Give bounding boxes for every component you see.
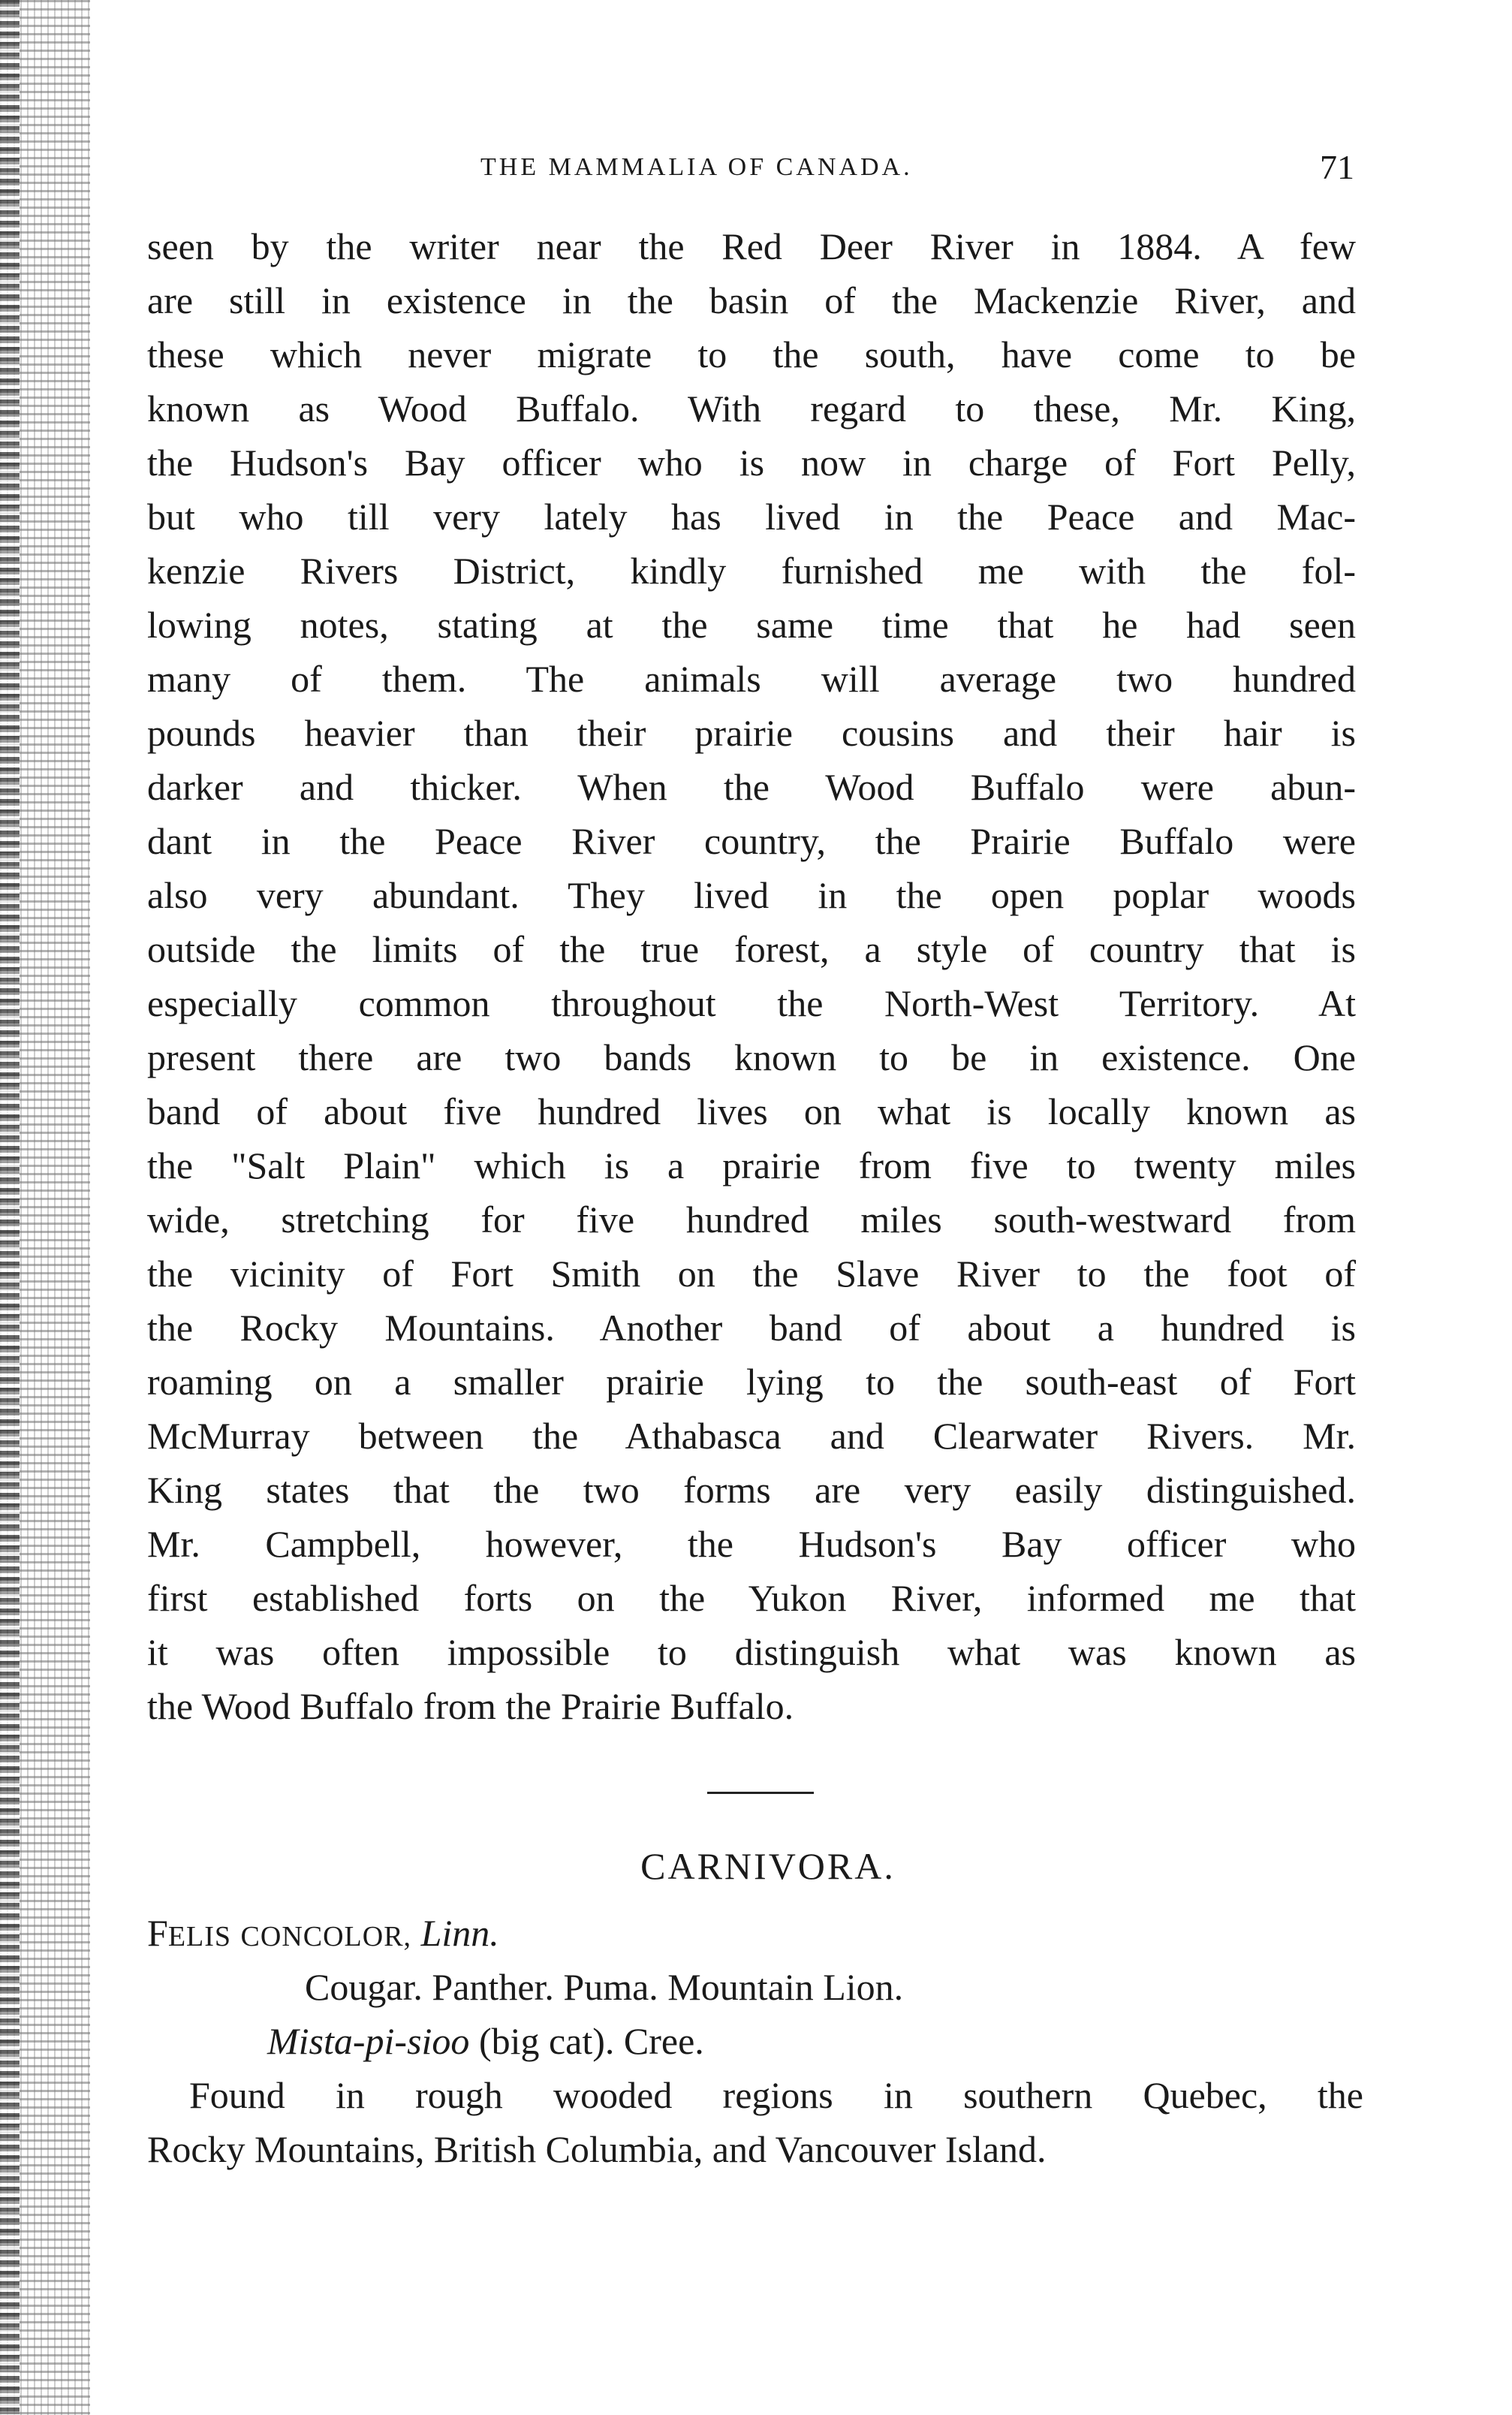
body-line: also very abundant. They lived in the open poplar woods <box>147 874 1356 916</box>
body-line: first established forts on the Yukon River, informed me that <box>147 1577 1356 1619</box>
body-text <box>147 219 1356 1733</box>
body-line: are still in existence in the basin of the Mackenzie River, and <box>147 279 1356 321</box>
page-number: 71 <box>1320 148 1354 186</box>
running-head <box>150 147 1354 192</box>
species-native-gloss: (big cat). Cree. <box>478 2020 704 2062</box>
body-line: McMurray between the Athabasca and Clearwater Rivers. Mr. <box>147 1415 1356 1457</box>
body-line: the Hudson's Bay officer who is now in charge of Fort Pelly, <box>147 442 1356 484</box>
page-binding-edge <box>0 0 20 2415</box>
species-native-name: Mista-pi-sioo <box>267 2020 470 2062</box>
body-line: seen by the writer near the Red Deer River in 1884. A few <box>147 225 1356 267</box>
body-line: wide, stretching for five hundred miles south-westward from <box>147 1198 1356 1241</box>
body-line: Mr. Campbell, however, the Hudson's Bay officer who <box>147 1523 1356 1565</box>
body-line: roaming on a smaller prairie lying to the south-east of Fort <box>147 1361 1356 1403</box>
species-genus-rest: ELIS <box>167 1921 232 1952</box>
body-line: pounds heavier than their prairie cousins and their hair is <box>147 712 1356 754</box>
body-line: the vicinity of Fort Smith on the Slave River to the foot of <box>147 1253 1356 1295</box>
body-line: band of about five hundred lives on what is locally known as <box>147 1090 1356 1132</box>
body-line: many of them. The animals will average two hundred <box>147 658 1356 700</box>
running-title: THE MAMMALIA OF CANADA. <box>480 153 913 181</box>
body-line: King states that the two forms are very easily distinguished. <box>147 1469 1356 1511</box>
species-description-line-last: Rocky Mountains, British Columbia, and Vancouver Island. <box>147 2128 1047 2170</box>
body-line: kenzie Rivers District, kindly furnished me with the fol- <box>147 550 1356 592</box>
species-epithet: CONCOLOR, <box>240 1921 412 1952</box>
species-scientific-name <box>147 1906 1363 1960</box>
section-divider-rule <box>707 1792 814 1794</box>
species-authority: Linn. <box>420 1912 499 1954</box>
body-line: it was often impossible to distinguish what was known as <box>147 1631 1356 1673</box>
species-description-line: Found in rough wooded regions in southern Quebec, the <box>189 2074 1363 2116</box>
body-line: known as Wood Buffalo. With regard to these, Mr. King, <box>147 387 1356 430</box>
body-line: the Rocky Mountains. Another band of about a hundred is <box>147 1307 1356 1349</box>
section-heading: CARNIVORA. <box>640 1845 896 1887</box>
body-line: darker and thicker. When the Wood Buffalo were abun- <box>147 766 1356 808</box>
body-line: outside the limits of the true forest, a style of country that is <box>147 928 1356 970</box>
species-genus-initial: F <box>147 1912 168 1954</box>
body-line: present there are two bands known to be in existence. One <box>147 1036 1356 1078</box>
species-common-names: Cougar. Panther. Puma. Mountain Lion. <box>305 1966 904 2008</box>
body-line: but who till very lately has lived in the Peace and Mac- <box>147 496 1356 538</box>
body-line: dant in the Peace River country, the Prairie Buffalo were <box>147 820 1356 862</box>
body-line: especially common throughout the North-West Territory. At <box>147 982 1356 1024</box>
body-line: these which never migrate to the south, have come to be <box>147 333 1356 375</box>
body-line: lowing notes, stating at the same time that he had seen <box>147 604 1356 646</box>
body-line-last: the Wood Buffalo from the Prairie Buffalo. <box>147 1685 794 1727</box>
body-line: the "Salt Plain" which is a prairie from five to twenty miles <box>147 1144 1356 1186</box>
species-entry <box>147 1906 1363 2176</box>
species-native-name-line <box>147 2014 1363 2068</box>
